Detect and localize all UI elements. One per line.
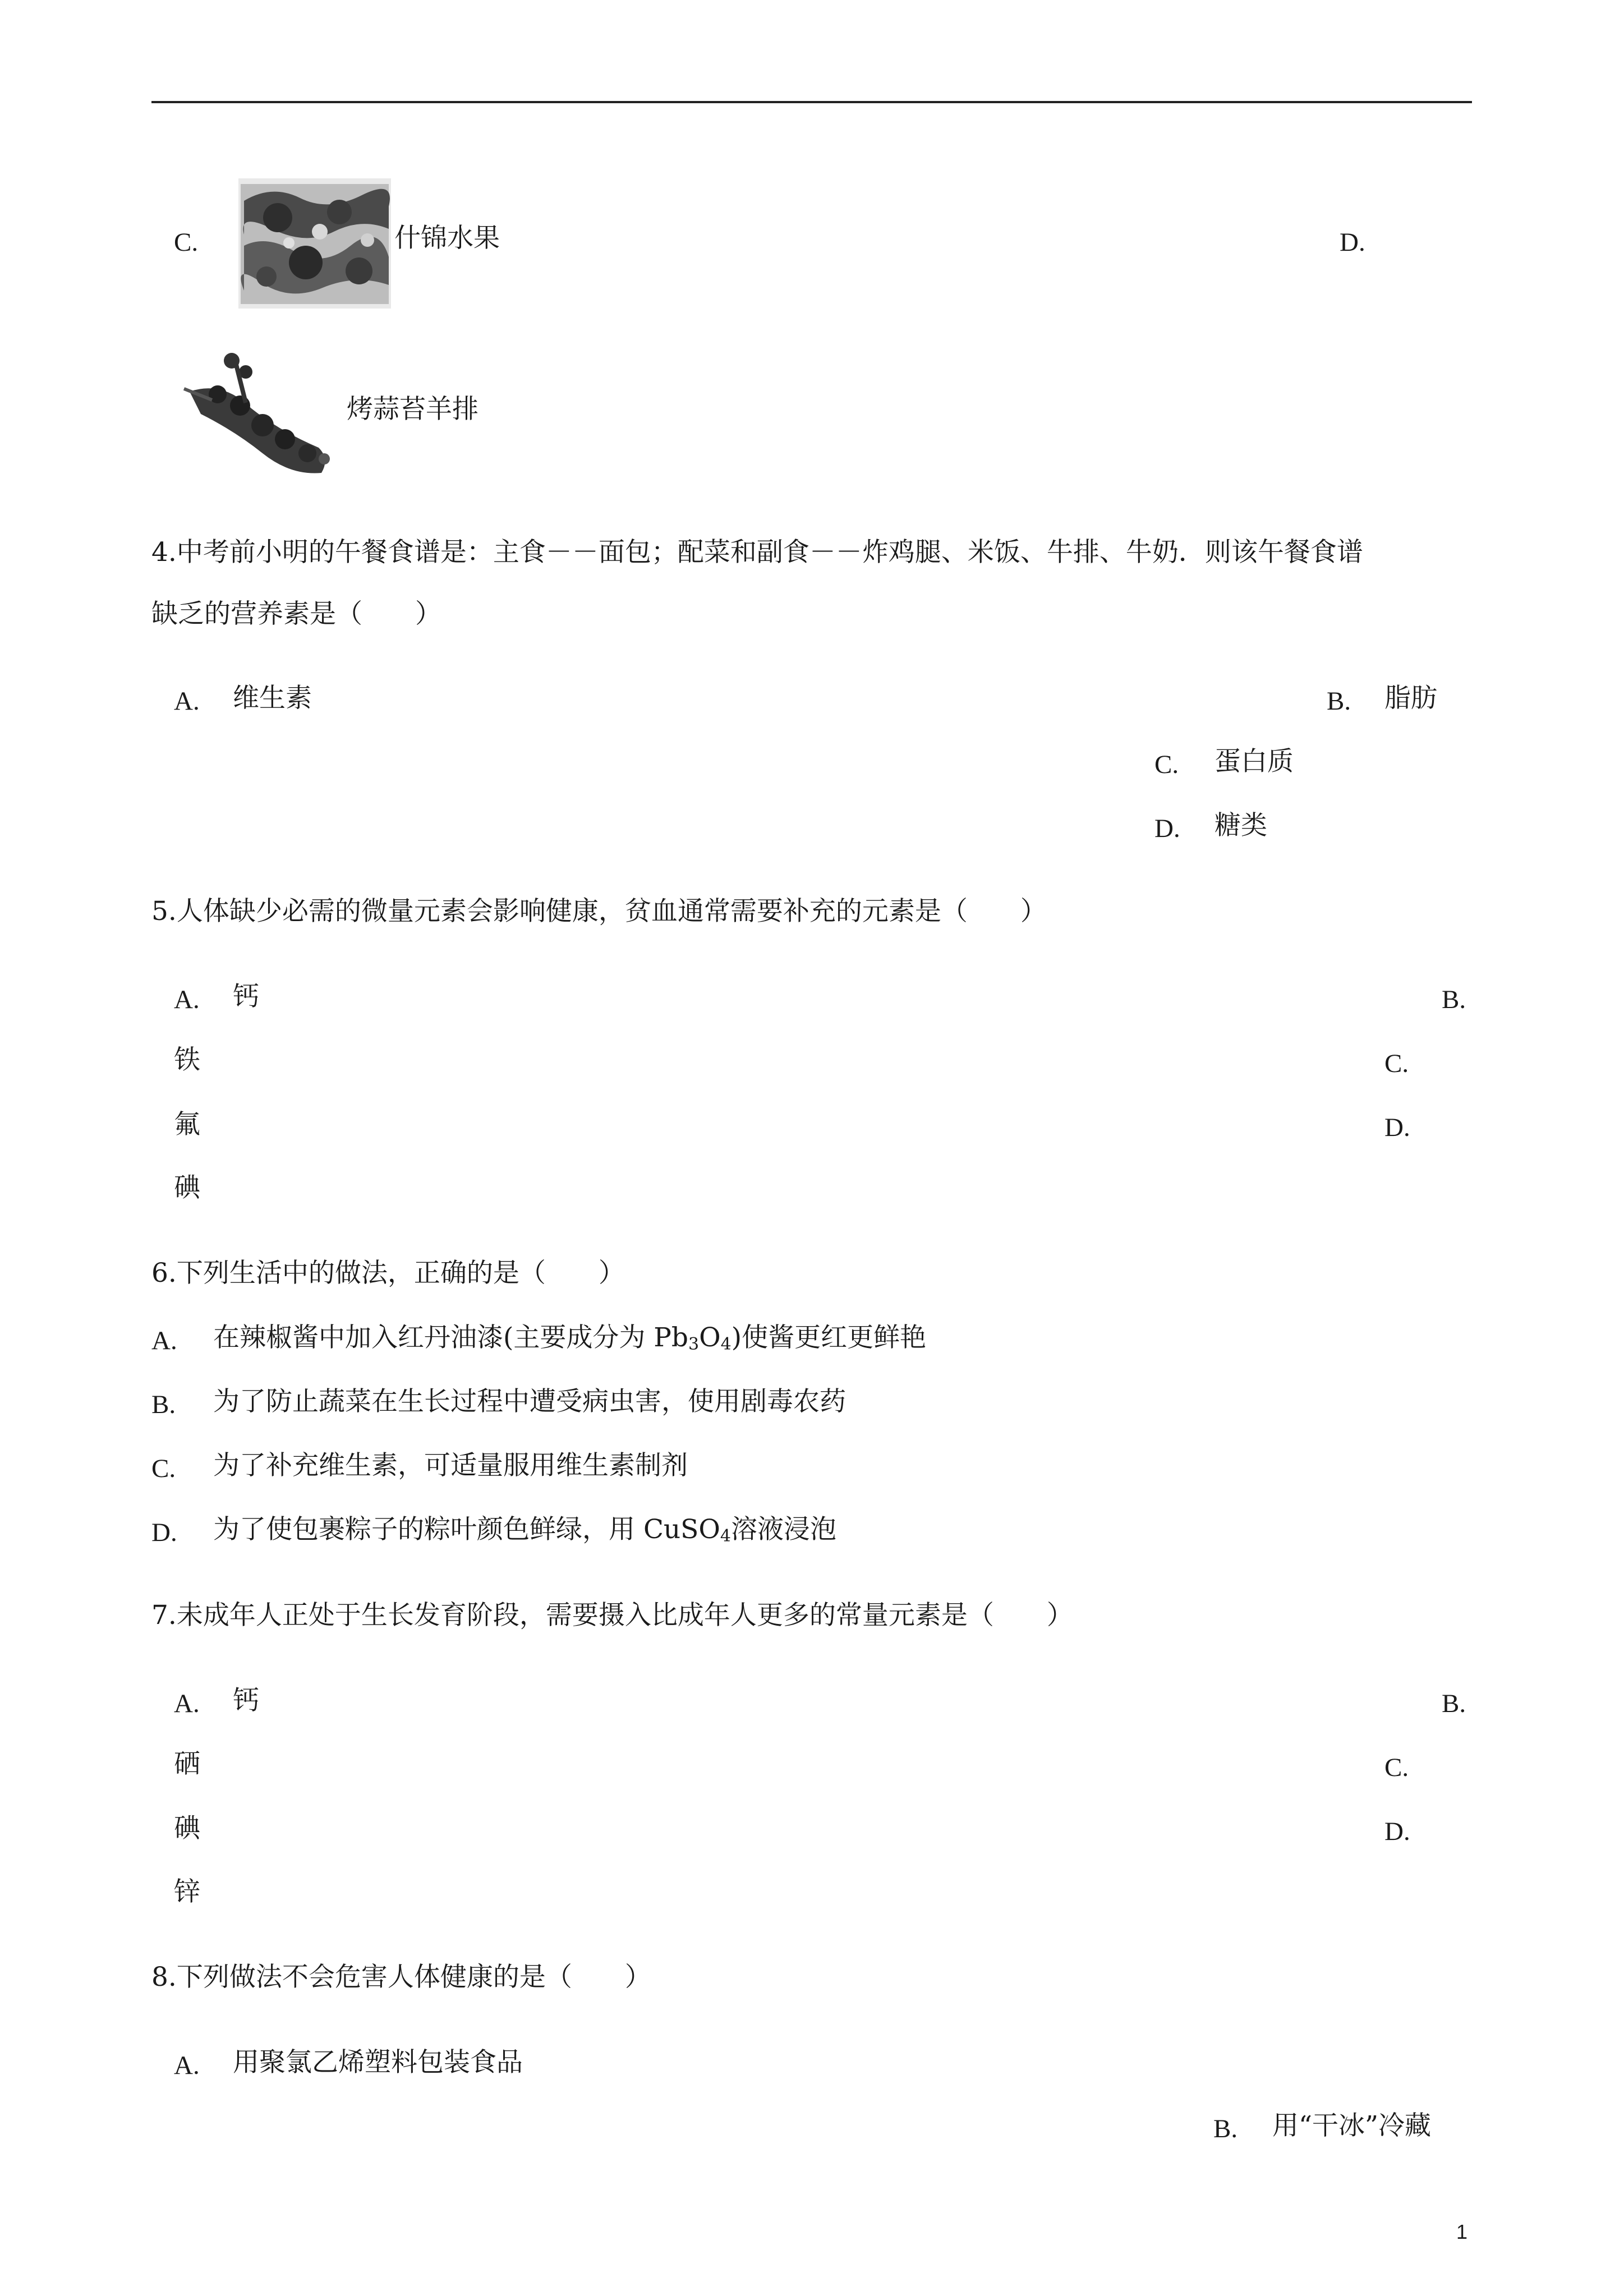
q4-option-a-text: 维生素 — [233, 683, 312, 714]
q7-stem: 7.未成年人正处于生长发育阶段，需要摄入比成年人更多的常量元素是（ ） — [151, 1600, 1073, 1631]
q4-option-b-label: B. — [1327, 687, 1351, 716]
q8-option-b-text: 用“干冰”冷藏 — [1272, 2110, 1432, 2141]
q5-option-b-text: 铁 — [174, 1045, 200, 1075]
q7-option-a-label: A. — [174, 1689, 200, 1718]
q8-option-b-label: B. — [1213, 2114, 1238, 2143]
q5-option-a-text: 钙 — [233, 981, 259, 1012]
q6-option-a-label: A. — [151, 1326, 177, 1355]
lamb-chop-image — [178, 347, 335, 484]
q8-option-a-text: 用聚氯乙烯塑料包装食品 — [233, 2047, 523, 2078]
q3-option-d-label: D. — [1340, 228, 1365, 257]
q5-option-a-label: A. — [174, 985, 200, 1014]
q3-option-c-text: 什锦水果 — [394, 223, 500, 254]
q4-stem-line2: 缺乏的营养素是（ ） — [151, 599, 441, 629]
q6-option-b-label: B. — [151, 1390, 176, 1419]
page-number: 1 — [1456, 2220, 1468, 2243]
q3-option-c-label: C. — [174, 228, 199, 257]
q4-option-d-text: 糖类 — [1214, 810, 1267, 841]
q4-option-d-label: D. — [1154, 814, 1180, 843]
q6-option-d-label: D. — [151, 1518, 177, 1547]
q6-option-c-text: 为了补充维生素，可适量服用维生素制剂 — [213, 1450, 688, 1481]
q4-option-b-text: 脂肪 — [1384, 683, 1437, 714]
q7-option-d-label: D. — [1384, 1817, 1410, 1846]
q7-option-c-label: C. — [1384, 1753, 1409, 1782]
q3-option-d-text: 烤蒜苔羊排 — [347, 394, 479, 425]
q6-option-c-label: C. — [151, 1454, 176, 1483]
q6-option-b-text: 为了防止蔬菜在生长过程中遭受病虫害，使用剧毒农药 — [213, 1386, 846, 1417]
q5-stem: 5.人体缺少必需的微量元素会影响健康，贫血通常需要补充的元素是（ ） — [151, 896, 1047, 927]
header-rule — [151, 101, 1472, 103]
q6-stem: 6.下列生活中的做法，正确的是（ ） — [151, 1258, 625, 1289]
q6-option-a-text: 在辣椒酱中加入红丹油漆(主要成分为 $Pb_3O_4$)使酱更红更鲜艳 — [213, 1322, 927, 1354]
mixed-fruit-image — [238, 178, 391, 309]
q5-option-d-text: 碘 — [174, 1172, 200, 1203]
q4-option-c-label: C. — [1154, 750, 1179, 779]
q8-option-a-label: A. — [174, 2051, 200, 2080]
q4-option-a-label: A. — [174, 687, 200, 716]
q5-option-d-label: D. — [1384, 1113, 1410, 1142]
q7-option-b-label: B. — [1442, 1689, 1466, 1718]
q6-option-d-text: 为了使包裹粽子的粽叶颜色鲜绿，用 CuSO$_4$溶液浸泡 — [213, 1514, 836, 1546]
q5-option-c-label: C. — [1384, 1049, 1409, 1078]
q7-option-a-text: 钙 — [233, 1685, 259, 1716]
q5-option-b-label: B. — [1442, 985, 1466, 1014]
q5-option-c-text: 氟 — [174, 1109, 200, 1140]
q4-option-c-text: 蛋白质 — [1214, 746, 1294, 777]
q4-stem-line1: 4.中考前小明的午餐食谱是：主食－－面包；配菜和副食－－炸鸡腿、米饭、牛排、牛奶．则该午餐食谱 — [151, 537, 1363, 568]
q7-option-d-text: 锌 — [174, 1876, 200, 1907]
q7-option-b-text: 硒 — [174, 1749, 200, 1779]
q7-option-c-text: 碘 — [174, 1813, 200, 1844]
q8-stem: 8.下列做法不会危害人体健康的是（ ） — [151, 1962, 651, 1993]
